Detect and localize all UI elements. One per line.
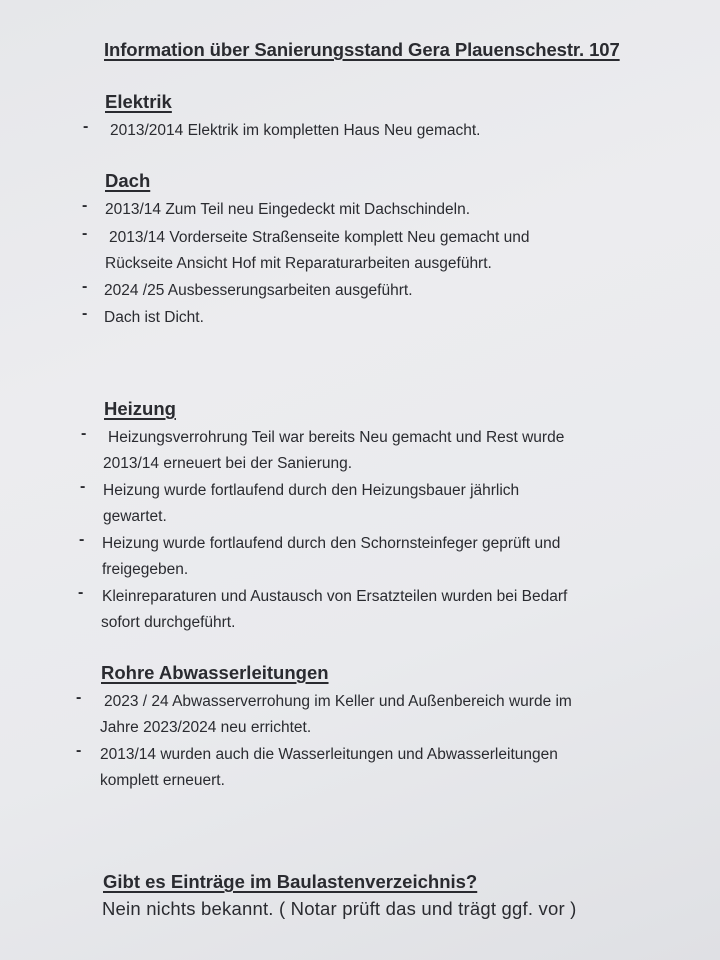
list-item-line: 2013/14 wurden auch die Wasserleitungen und Abwasserleitungen: [100, 746, 558, 763]
bullet-dash: -: [82, 305, 88, 322]
document-title: Information über Sanierungsstand Gera Plauenschestr. 107: [104, 39, 620, 60]
list-item-line: Kleinreparaturen und Austausch von Ersatzteilen wurden bei Bedarf: [102, 588, 568, 605]
list-item-line: Dach ist Dicht.: [104, 309, 204, 326]
section-heading-elektrik: Elektrik: [105, 91, 172, 112]
section-heading-heizung: Heizung: [104, 398, 176, 419]
question-answer: Nein nichts bekannt. ( Notar prüft das und trägt ggf. vor ): [102, 898, 577, 919]
bullet-dash: -: [82, 278, 88, 295]
section-heading-dach: Dach: [105, 170, 151, 191]
list-item-line: 2013/14 Vorderseite Straßenseite komplett Neu gemacht und: [109, 229, 530, 246]
list-item-line: 2024 /25 Ausbesserungsarbeiten ausgeführt.: [104, 282, 413, 299]
list-item-line: sofort durchgeführt.: [101, 614, 236, 631]
list-item-line: 2023 / 24 Abwasserverrohung im Keller und Außenbereich wurde im: [104, 693, 572, 710]
list-item-line: gewartet.: [103, 508, 167, 525]
list-item-line: 2013/14 erneuert bei der Sanierung.: [103, 455, 353, 472]
bullet-dash: -: [76, 742, 82, 759]
bullet-dash: -: [83, 118, 89, 135]
list-item-line: Heizung wurde fortlaufend durch den Schornsteinfeger geprüft und: [102, 535, 561, 552]
list-item-line: 2013/14 Zum Teil neu Eingedeckt mit Dachschindeln.: [105, 201, 471, 218]
bullet-dash: -: [78, 584, 84, 601]
list-item-line: Rückseite Ansicht Hof mit Reparaturarbeiten ausgeführt.: [105, 255, 492, 272]
bullet-dash: -: [81, 425, 87, 442]
question-heading: Gibt es Einträge im Baulastenverzeichnis?: [103, 871, 478, 892]
list-item-line: Heizung wurde fortlaufend durch den Heizungsbauer jährlich: [103, 482, 520, 499]
list-item-line: Heizungsverrohrung Teil war bereits Neu gemacht und Rest wurde: [108, 429, 565, 446]
section-heading-rohre-abwasserleitungen: Rohre Abwasserleitungen: [101, 662, 329, 683]
list-item-line: komplett erneuert.: [100, 772, 225, 789]
bullet-dash: -: [76, 689, 82, 706]
list-item-line: 2013/2014 Elektrik im kompletten Haus Neu gemacht.: [110, 122, 481, 139]
bullet-dash: -: [82, 197, 88, 214]
bullet-dash: -: [82, 225, 88, 242]
list-item-line: freigegeben.: [102, 561, 189, 578]
bullet-dash: -: [79, 531, 85, 548]
list-item-line: Jahre 2023/2024 neu errichtet.: [100, 719, 312, 736]
bullet-dash: -: [80, 478, 86, 495]
